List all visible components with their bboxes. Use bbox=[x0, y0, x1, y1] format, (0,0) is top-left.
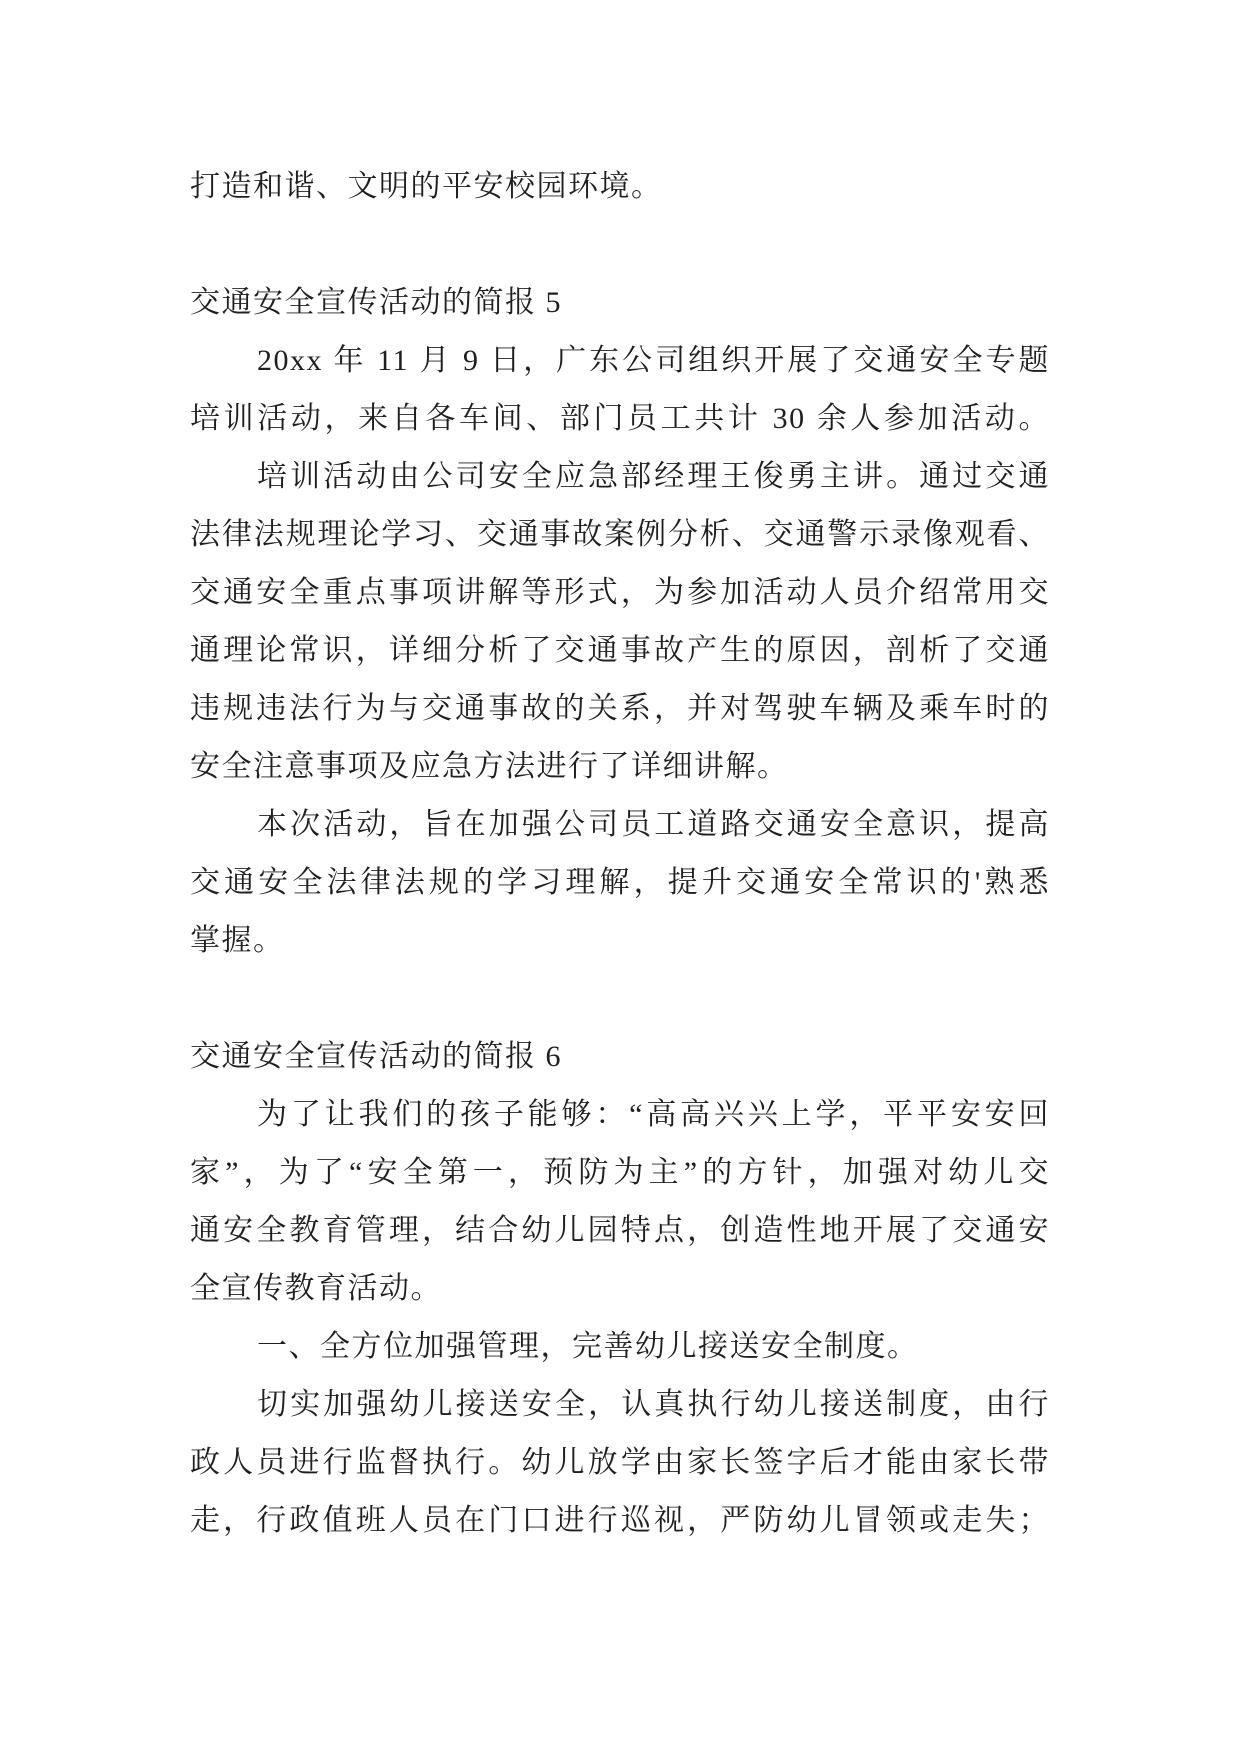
text-line: 培训活动，来自各车间、部门员工共计 30 余人参加活动。 bbox=[190, 402, 1050, 435]
text-line: 掌握。 bbox=[190, 924, 285, 957]
text-line: 安全注意事项及应急方法进行了详细讲解。 bbox=[190, 750, 789, 783]
text-line: 违规违法行为与交通事故的关系，并对驾驶车辆及乘车时的 bbox=[190, 692, 1050, 725]
text-line: 法律法规理论学习、交通事故案例分析、交通警示录像观看、 bbox=[190, 518, 1050, 551]
text-line: 全宣传教育活动。 bbox=[190, 1272, 442, 1305]
text-line: 政人员进行监督执行。幼儿放学由家长签字后才能由家长带 bbox=[190, 1446, 1050, 1479]
blank-line bbox=[190, 970, 1050, 1028]
text-line: 通安全教育管理，结合幼儿园特点，创造性地开展了交通安 bbox=[190, 1214, 1050, 1247]
blank-line bbox=[190, 216, 1050, 274]
text-line: 培训活动由公司安全应急部经理王俊勇主讲。通过交通 bbox=[257, 460, 1050, 493]
text-line: 打造和谐、文明的平安校园环境。 bbox=[190, 170, 663, 203]
text-line: 本次活动，旨在加强公司员工道路交通安全意识，提高 bbox=[257, 808, 1050, 841]
text-line: 家”，为了“安全第一，预防为主”的方针，加强对幼儿交 bbox=[190, 1156, 1050, 1189]
text-line: 为了让我们的孩子能够：“高高兴兴上学，平平安安回 bbox=[257, 1098, 1050, 1131]
text-line: 通理论常识，详细分析了交通事故产生的原因，剖析了交通 bbox=[190, 634, 1050, 667]
text-line: 一、全方位加强管理，完善幼儿接送安全制度。 bbox=[257, 1330, 919, 1363]
text-line: 20xx 年 11 月 9 日，广东公司组织开展了交通安全专题 bbox=[257, 344, 1050, 377]
section-heading: 交通安全宣传活动的简报 5 bbox=[190, 286, 562, 319]
section-heading: 交通安全宣传活动的简报 6 bbox=[190, 1040, 562, 1073]
text-line: 交通安全重点事项讲解等形式，为参加活动人员介绍常用交 bbox=[190, 576, 1050, 609]
text-line: 切实加强幼儿接送安全，认真执行幼儿接送制度，由行 bbox=[257, 1388, 1050, 1421]
text-line: 走，行政值班人员在门口进行巡视，严防幼儿冒领或走失； bbox=[190, 1504, 1050, 1537]
text-line: 交通安全法律法规的学习理解，提升交通安全常识的'熟悉 bbox=[190, 866, 1050, 899]
